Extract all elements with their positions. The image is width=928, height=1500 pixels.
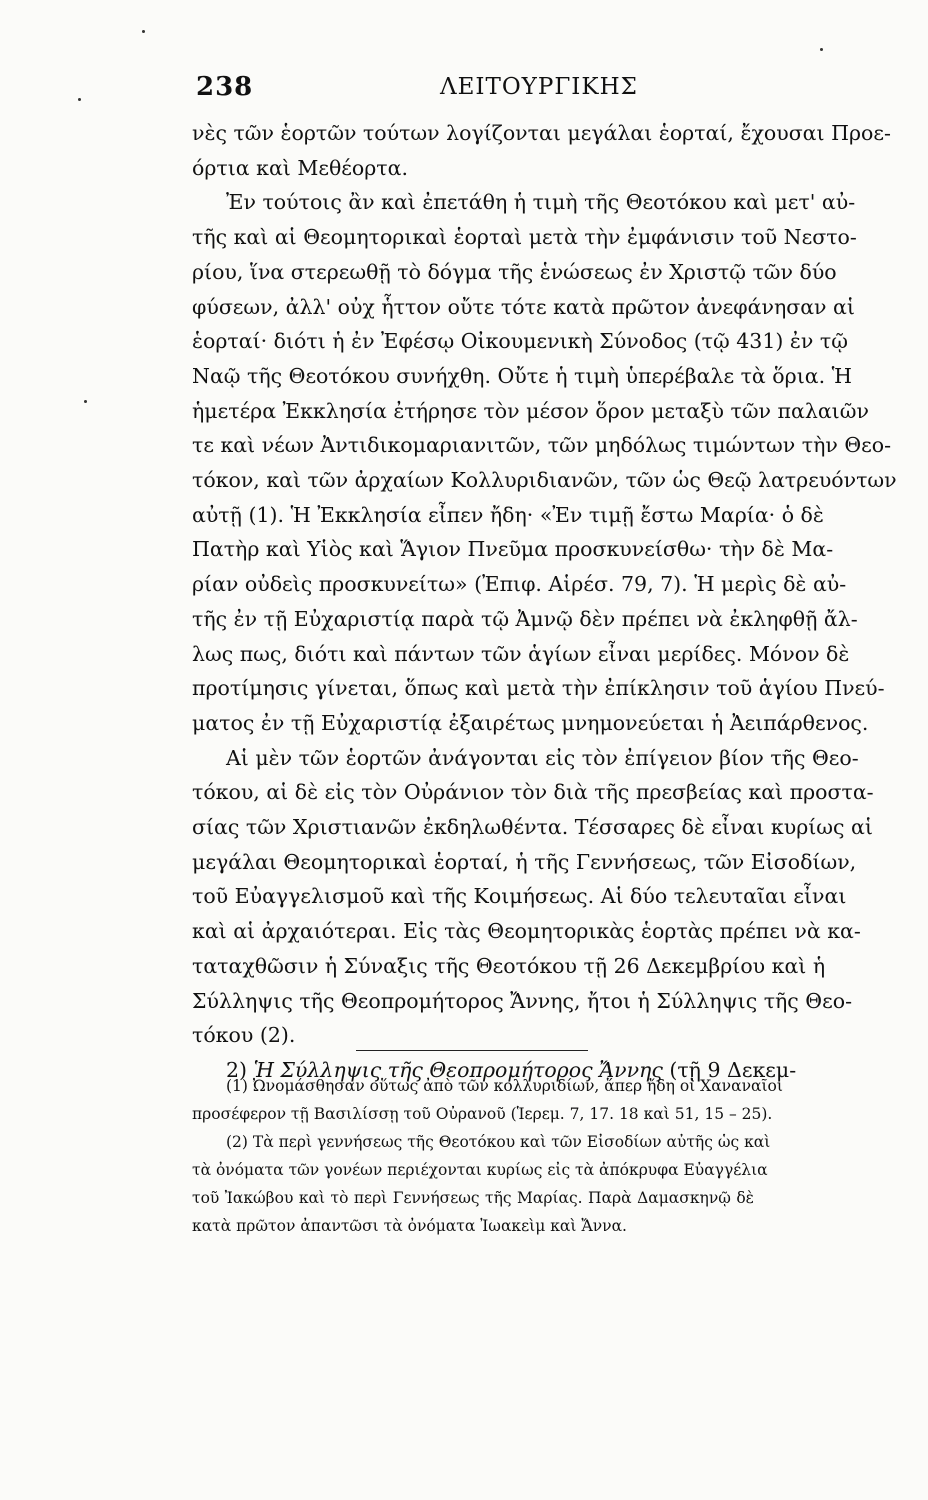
text-line: ἑορταί· διότι ἡ ἐν Ἐφέσῳ Οἰκουμενικὴ Σύνοδος (τῷ 431) ἐν τῷ xyxy=(192,329,848,354)
text-line: τοῦ Εὐαγγελισμοῦ καὶ τῆς Κοιμήσεως. Αἱ δύο τελευταῖαι εἶναι xyxy=(192,884,847,909)
text-line: λως πως, διότι καὶ πάντων τῶν ἁγίων εἶναι μερίδες. Μόνον δὲ xyxy=(192,641,850,666)
text-line: σίας τῶν Χριστιανῶν ἐκδηλωθέντα. Τέσσαρες δὲ εἶναι κυρίως αἱ xyxy=(192,815,873,840)
text-line: φύσεων, ἀλλ' οὐχ ἧττον οὔτε τότε κατὰ πρῶτον ἀνεφάνησαν αἱ xyxy=(192,294,855,319)
footnote-line: (2) Τὰ περὶ γεννήσεως τῆς Θεοτόκου καὶ τῶν Εἰσοδίων αὐτῆς ὡς καὶ xyxy=(226,1133,771,1151)
text-line: ρίαν οὐδεὶς προσκυνείτω» (Ἐπιφ. Αἱρέσ. 79, 7). Ἡ μερὶς δὲ αὐ- xyxy=(192,572,847,597)
text-line: καὶ αἱ ἀρχαιότεραι. Εἰς τὰς Θεομητορικὰς ἑορτὰς πρέπει νὰ κα- xyxy=(192,919,861,944)
text-line: μεγάλαι Θεομητορικαὶ ἑορταί, ἡ τῆς Γεννήσεως, τῶν Εἰσοδίων, xyxy=(192,849,857,874)
text-line: όρτια καὶ Μεθέορτα. xyxy=(192,155,409,180)
text-line: Αἱ μὲν τῶν ἑορτῶν ἀνάγονται εἰς τὸν ἐπίγειον βίον τῆς Θεο- xyxy=(226,745,859,770)
text-line: τόκον, καὶ τῶν ἀρχαίων Κολλυριδιανῶν, τῶν ὡς Θεῷ λατρευόντων xyxy=(192,468,897,493)
footnote-line: κατὰ πρῶτον ἀπαντῶσι τὰ ὀνόματα Ἰωακεὶμ καὶ Ἄννα. xyxy=(192,1217,627,1235)
text-line: τόκου, αἱ δὲ εἰς τὸν Οὐράνιον τὸν διὰ τῆς πρεσβείας καὶ προστα- xyxy=(192,780,874,805)
scan-speck xyxy=(142,30,145,33)
footnote-line: τὰ ὀνόματα τῶν γονέων περιέχονται κυρίως εἰς τὰ ἀπόκρυφα Εὐαγγέλια xyxy=(192,1161,768,1179)
text-line: Ναῷ τῆς Θεοτόκου συνήχθη. Οὔτε ἡ τιμὴ ὑπερέβαλε τὰ ὅρια. Ἡ xyxy=(192,363,852,388)
section-title: Ἡ Σύλληψις τῆς Θεοπρομήτορος Ἄννης xyxy=(253,1057,663,1082)
text-line: τε καὶ νέων Ἀντιδικομαριανιτῶν, τῶν μηδόλως τιμώντων τὴν Θεο- xyxy=(192,433,892,458)
footnote-line: τοῦ Ἰακώβου καὶ τὸ περὶ Γεννήσεως τῆς Μαρίας. Παρὰ Δαμασκηνῷ δὲ xyxy=(192,1189,754,1207)
text-line: ρίου, ἵνα στερεωθῇ τὸ δόγμα τῆς ἑνώσεως ἐν Χριστῷ τῶν δύο xyxy=(192,259,837,284)
footnote-separator xyxy=(356,1050,588,1051)
footnote-line: προσέφερον τῇ Βασιλίσσῃ τοῦ Οὐρανοῦ (Ἱερεμ. 7, 17. 18 καὶ 51, 15 – 25). xyxy=(192,1105,773,1123)
text-line: ἡμετέρα Ἐκκλησία ἐτήρησε τὸν μέσον ὅρον μεταξὺ τῶν παλαιῶν xyxy=(192,398,869,423)
footnote-line: (1) Ὠνομάσθησαν οὕτως ἀπὸ τῶν κολλυριδίων, ἅπερ ἤδη οἱ Χαναναῖοι xyxy=(226,1077,783,1095)
text-line: Σύλληψις τῆς Θεοπρομήτορος Ἄννης, ἤτοι ἡ Σύλληψις τῆς Θεο- xyxy=(192,988,853,1013)
text-line: Πατὴρ καὶ Υἱὸς καὶ Ἅγιον Πνεῦμα προσκυνείσθω· τὴν δὲ Μα- xyxy=(192,537,834,562)
text-line: Ἐν τούτοις ἂν καὶ ἐπετάθη ἡ τιμὴ τῆς Θεοτόκου καὶ μετ' αὐ- xyxy=(226,190,856,215)
running-head: ΛΕΙΤΟΥΡΓΙΚΗΣ xyxy=(440,74,638,100)
text-line: ματος ἐν τῇ Εὐχαριστίᾳ ἐξαιρέτως μνημονεύεται ἡ Ἀειπάρθενος. xyxy=(192,710,869,735)
text-line: τόκου (2). xyxy=(192,1023,296,1048)
body-text xyxy=(192,116,897,1088)
scan-speck xyxy=(78,98,81,101)
text-line: νὲς τῶν ἑορτῶν τούτων λογίζονται μεγάλαι ἑορταί, ἔχουσαι Προε- xyxy=(192,121,891,145)
text-line: αὐτῇ (1). Ἡ Ἐκκλησία εἶπεν ἤδη· «Ἐν τιμῇ ἔστω Μαρία· ὁ δὲ xyxy=(192,502,824,527)
text-line: τῆς καὶ αἱ Θεομητορικαὶ ἑορταὶ μετὰ τὴν ἐμφάνισιν τοῦ Νεστο- xyxy=(192,225,857,250)
text-line: τῆς ἐν τῇ Εὐχαριστίᾳ παρὰ τῷ Ἀμνῷ δὲν πρέπει νὰ ἐκληφθῇ ἄλ- xyxy=(192,606,858,631)
scan-speck xyxy=(820,48,823,51)
text-line: ταταχθῶσιν ἡ Σύναξις τῆς Θεοτόκου τῇ 26 Δεκεμβρίου καὶ ἡ xyxy=(192,953,826,978)
page-header xyxy=(190,68,765,108)
page-number: 238 xyxy=(196,72,254,102)
footnotes xyxy=(192,1072,783,1240)
section-heading-line: 2) Ἡ Σύλληψις τῆς Θεοπρομήτορος Ἄννης (τῇ 9 Δεκεμ- xyxy=(226,1057,797,1082)
scan-speck xyxy=(84,400,87,403)
text-line: προτίμησις γίνεται, ὅπως καὶ μετὰ τὴν ἐπίκλησιν τοῦ ἁγίου Πνεύ- xyxy=(192,676,885,701)
